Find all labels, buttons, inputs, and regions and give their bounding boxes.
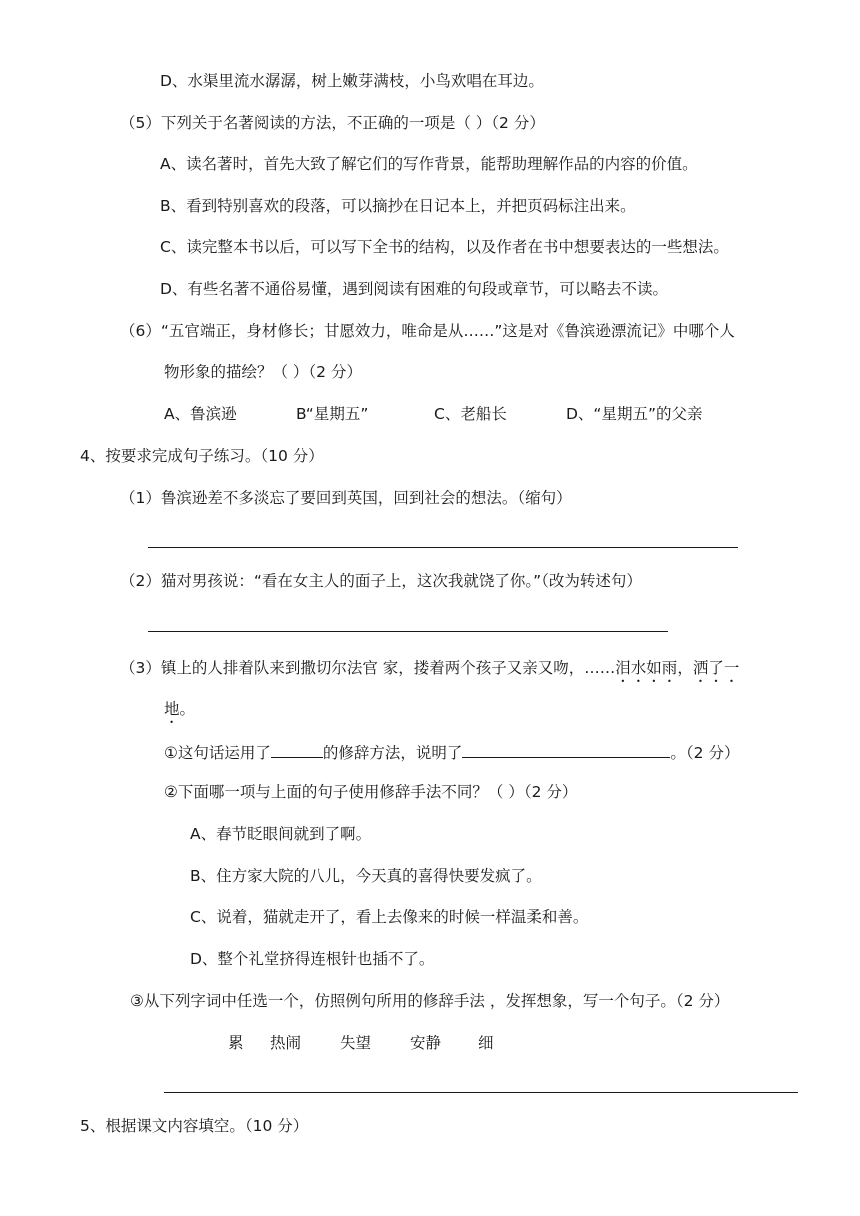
q4-3-emphasis-2: 洒了一 — [692, 659, 740, 677]
q4-1-stem: （1）鲁滨逊差不多淡忘了要回到英国，回到社会的想法。（缩句） — [120, 489, 572, 507]
q3-5-option-b: B、看到特别喜欢的段落，可以摘抄在日记本上，并把页码标注出来。 — [160, 197, 636, 215]
q4-2-answer-line[interactable] — [148, 631, 668, 632]
q4-3-sub2-option-c: C、说着，猫就走开了，看上去像来的时候一样温柔和善。 — [190, 908, 589, 926]
q4-3-comma: ， — [677, 659, 693, 677]
q3-6-option-a: A、鲁滨逊 — [164, 405, 237, 423]
q4-3-sub1-part-c: 。（2 分） — [670, 744, 740, 762]
q4-3-emphasis-3: 地 — [164, 700, 180, 718]
q4-3-word-3: 失望 — [340, 1034, 372, 1052]
q3-6-option-c: C、老船长 — [434, 405, 507, 423]
q4-2-stem: （2）猫对男孩说：“看在女主人的面子上，这次我就饶了你。”（改为转述句） — [120, 572, 642, 590]
q3-6-option-b: B“星期五” — [296, 405, 369, 423]
q5-title: 5、根据课文内容填空。（10 分） — [80, 1117, 309, 1135]
q3-5-option-c: C、读完整本书以后，可以写下全书的结构，以及作者在书中想要表达的一些想法。 — [160, 238, 729, 256]
q4-3-sub3-stem: ③从下列字词中任选一个，仿照例句所用的修辞手法 ，发挥想象，写一个句子。（2 分） — [130, 992, 730, 1010]
q4-3-sub2-option-b: B、住方家大院的八儿，今天真的喜得快要发疯了。 — [190, 867, 542, 885]
q4-3-sub3-answer-line[interactable] — [164, 1092, 798, 1093]
q4-3-stem-line1 — [120, 657, 739, 686]
q4-3-period: 。 — [179, 700, 196, 718]
q4-3-emphasis-1: 泪水如雨 — [615, 659, 678, 677]
q4-3-sub1 — [164, 739, 739, 764]
q3-6-stem-line2: 物形象的描绘？（ ）（2 分） — [164, 363, 362, 381]
q3-6-stem-line1: （6）“五官端正，身材修长；甘愿效力，唯命是从……”这是对《鲁滨逊漂流记》中哪个人 — [120, 322, 735, 340]
q3-5-stem: （5）下列关于名著阅读的方法，不正确的一项是（ ）（2 分） — [120, 114, 545, 132]
q4-3-word-2: 热闹 — [270, 1034, 302, 1052]
q4-1-answer-line[interactable] — [148, 547, 738, 548]
q4-title: 4、按要求完成句子练习。（10 分） — [80, 447, 324, 465]
q4-3-sub1-blank-1[interactable] — [271, 739, 323, 758]
q3-5-option-a: A、读名著时，首先大致了解它们的写作背景，能帮助理解作品的内容的价值。 — [160, 155, 698, 173]
q4-3-sub2-stem: ②下面哪一项与上面的句子使用修辞手法不同？（ ）（2 分） — [164, 783, 578, 801]
q3-6-option-d: D、“星期五”的父亲 — [566, 405, 703, 423]
q4-3-word-5: 细 — [478, 1034, 494, 1052]
q3-5-option-d: D、有些名著不通俗易懂，遇到阅读有困难的句段或章节，可以略去不读。 — [160, 280, 668, 298]
q4-3-sub1-blank-2[interactable] — [462, 739, 670, 758]
q4-3-word-1: 累 — [228, 1034, 244, 1052]
q4-3-stem-prefix: （3）镇上的人排着队来到撒切尔法官 家，搂着两个孩子又亲又吻，…… — [120, 659, 616, 677]
q4-3-sub1-part-a: ①这句话运用了 — [164, 744, 271, 762]
q4-3-sub2-option-d: D、整个礼堂挤得连根针也插不了。 — [190, 950, 435, 968]
q3-prev-option-d: D、水渠里流水潺潺，树上嫩芽满枝，小鸟欢唱在耳边。 — [160, 72, 544, 90]
q4-3-sub2-option-a: A、春节眨眼间就到了啊。 — [190, 825, 372, 843]
q4-3-sub1-part-b: 的修辞方法，说明了 — [322, 744, 463, 762]
q4-3-stem-line2 — [164, 698, 195, 727]
q4-3-word-4: 安静 — [410, 1034, 442, 1052]
